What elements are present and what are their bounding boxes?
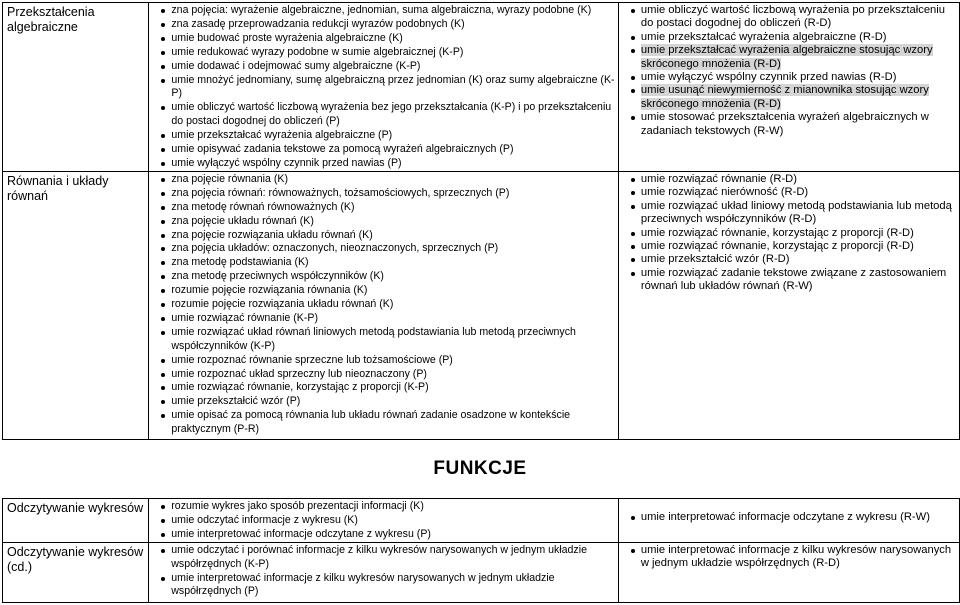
requirement-text: umie rozwiązać zadanie tekstowe związane z zastosowaniem równań lub układów równań (R-W): [640, 266, 947, 293]
requirements-table-functions: [2, 498, 960, 603]
requirement-item: [171, 143, 616, 157]
requirement-item: [641, 173, 957, 186]
requirement-item: [171, 572, 616, 600]
requirement-item: [171, 409, 616, 437]
requirement-item: [641, 71, 957, 84]
requirement-item: [641, 267, 957, 294]
requirement-item: [171, 157, 616, 171]
topic-cell: [3, 542, 149, 602]
extended-requirements-list: [619, 3, 959, 138]
topic-label: Odczytywanie wykresów (cd.): [7, 544, 144, 574]
basic-requirements-list: [149, 172, 618, 437]
requirement-item: [171, 270, 616, 284]
basic-requirements-cell: [149, 3, 619, 172]
requirement-item: [641, 84, 957, 111]
requirement-item: [171, 326, 616, 354]
requirement-item: [171, 60, 616, 74]
requirement-text: umie odczytać i porównać informacje z kilku wykresów narysowanych w jednym układzie współrzędnych (K-P): [171, 543, 587, 570]
requirement-item: [171, 242, 616, 256]
requirement-text: umie usunąć niewymierność z mianownika stosując wzory skróconego mnożenia (R-D): [640, 84, 929, 110]
requirement-item: [641, 44, 957, 71]
table-row: [3, 171, 960, 439]
requirements-table-algebra: [2, 2, 960, 440]
requirement-text: zna metodę przeciwnych współczynników (K): [171, 270, 384, 283]
extended-requirements-cell: [618, 171, 959, 439]
requirement-text: zna pojęcie rozwiązania układu równań (K): [171, 228, 373, 241]
requirement-item: [641, 111, 957, 138]
topic-label: Równania i układy równań: [7, 173, 109, 203]
requirement-item: [641, 186, 957, 199]
requirement-item: [641, 240, 957, 253]
requirement-text: rozumie pojęcie rozwiązania układu równań (K): [171, 298, 394, 311]
requirement-item: [171, 354, 616, 368]
requirement-item: [641, 511, 957, 524]
requirement-item: [171, 284, 616, 298]
requirement-text: umie odczytać informacje z wykresu (K): [171, 513, 358, 526]
requirement-text: umie obliczyć wartość liczbową wyrażenia po przekształceniu do postaci dogodnej do obliczeń (R-D): [640, 4, 945, 30]
section-title: FUNKCJE: [433, 458, 527, 479]
requirement-item: [171, 256, 616, 270]
requirement-text: zna pojęcia: wyrażenie algebraiczne, jednomian, suma algebraiczna, wyrazy podobne (K): [171, 4, 592, 16]
requirement-text: umie rozwiązać równanie, korzystając z proporcji (R-D): [640, 239, 914, 252]
requirement-text: umie redukować wyrazy podobne w sumie algebraicznej (K-P): [171, 45, 464, 58]
topic-cell: [3, 3, 149, 172]
requirement-item: [641, 200, 957, 227]
requirement-item: [641, 4, 957, 31]
requirement-text: umie rozwiązać równanie, korzystając z proporcji (R-D): [640, 226, 914, 239]
requirement-text: umie rozwiązać układ równań liniowych metodą podstawiania lub metodą przeciwnych współczynników (K-P): [171, 325, 576, 352]
requirement-text: umie rozwiązać równanie, korzystając z proporcji (K-P): [171, 381, 429, 394]
topic-cell: [3, 171, 149, 439]
requirement-text: umie interpretować informacje odczytane z wykresu (R-W): [640, 511, 930, 523]
topic-label: Przekształcenia algebraiczne: [7, 5, 95, 34]
requirement-text: zna pojęcia układów: oznaczonych, nieoznaczonych, sprzecznych (P): [171, 242, 499, 255]
table-row: [3, 499, 960, 543]
requirement-text: umie dodawać i odejmować sumy algebraiczne (K-P): [171, 59, 421, 72]
requirement-text: umie stosować przekształcenia wyrażeń algebraicznych w zadaniach tekstowych (R-W): [640, 111, 929, 137]
table-row: [3, 3, 960, 172]
requirement-text: umie mnożyć jednomiany, sumę algebraiczną przez jednomian (K) oraz sumy algebraiczne (K-P): [171, 73, 615, 100]
requirement-text: umie wyłączyć wspólny czynnik przed nawias (P): [171, 156, 402, 169]
requirement-item: [171, 201, 616, 215]
requirement-text: umie rozwiązać układ liniowy metodą podstawiania lub metodą przeciwnych współczynników (R-D): [640, 199, 952, 226]
extended-requirements-cell: [618, 3, 959, 172]
extended-requirements-list: [619, 172, 959, 294]
extended-requirements-list: [619, 543, 959, 571]
topic-cell: [3, 499, 149, 543]
requirement-text: umie rozwiązać równanie (K-P): [171, 311, 318, 324]
requirement-item: [171, 215, 616, 229]
requirement-item: [171, 4, 616, 18]
requirement-item: [641, 31, 957, 44]
requirement-text: umie opisywać zadania tekstowe za pomocą wyrażeń algebraicznych (P): [171, 143, 514, 156]
requirement-item: [171, 46, 616, 60]
requirement-item: [171, 312, 616, 326]
requirement-item: [171, 173, 616, 187]
requirement-text: umie budować proste wyrażenia algebraiczne (K): [171, 31, 403, 44]
requirement-text: zna zasadę przeprowadzania redukcji wyrazów podobnych (K): [171, 17, 465, 30]
basic-requirements-cell: [149, 499, 619, 543]
requirement-text: zna metodę równań równoważnych (K): [171, 200, 355, 213]
topic-label: Odczytywanie wykresów: [7, 501, 144, 515]
requirement-text: umie przekształcić wzór (P): [171, 395, 301, 408]
requirement-item: [171, 381, 616, 395]
requirement-item: [171, 229, 616, 243]
requirement-text: umie interpretować informacje odczytane z wykresu (P): [171, 527, 431, 540]
requirement-item: [171, 528, 616, 542]
requirement-text: umie przekształcać wyrażenia algebraiczne stosując wzory skróconego mnożenia (R-D): [640, 44, 933, 70]
requirement-text: zna metodę podstawiania (K): [171, 256, 309, 269]
requirement-item: [641, 544, 957, 571]
requirement-item: [171, 500, 616, 514]
requirement-text: rozumie pojęcie rozwiązania równania (K): [171, 284, 368, 297]
extended-requirements-list: [619, 499, 959, 524]
requirement-text: umie wyłączyć wspólny czynnik przed nawias (R-D): [640, 71, 897, 84]
requirement-item: [171, 74, 616, 102]
table-row: [3, 542, 960, 602]
requirement-text: zna pojęcie układu równań (K): [171, 214, 314, 227]
requirement-text: zna pojęcie równania (K): [171, 172, 288, 185]
requirement-item: [641, 253, 957, 266]
requirement-item: [171, 101, 616, 129]
requirement-text: umie interpretować informacje z kilku wykresów narysowanych w jednym układzie współrzędnych (P): [171, 571, 555, 598]
extended-requirements-cell: [618, 542, 959, 602]
requirement-item: [171, 18, 616, 32]
requirement-text: umie przekształcać wyrażenia algebraiczne (P): [171, 129, 393, 142]
requirement-text: umie rozwiązać nierówność (R-D): [640, 186, 809, 199]
requirement-item: [171, 544, 616, 572]
requirement-item: [171, 298, 616, 312]
basic-requirements-cell: [149, 542, 619, 602]
basic-requirements-list: [149, 499, 618, 542]
requirement-text: umie obliczyć wartość liczbową wyrażenia bez jego przekształcania (K-P) i po przekształceniu do postaci dogodnej do obliczeń (P): [171, 101, 612, 128]
requirement-text: umie przekształcić wzór (R-D): [640, 253, 790, 266]
requirement-item: [641, 227, 957, 240]
requirement-item: [171, 129, 616, 143]
basic-requirements-list: [149, 543, 618, 600]
requirement-text: zna pojęcia równań: równoważnych, tożsamościowych, sprzecznych (P): [171, 186, 510, 199]
requirement-item: [171, 187, 616, 201]
requirement-item: [171, 368, 616, 382]
requirement-text: umie rozwiązać równanie (R-D): [640, 172, 797, 185]
requirement-text: rozumie wykres jako sposób prezentacji informacji (K): [171, 500, 424, 512]
extended-requirements-cell: [618, 499, 959, 543]
requirement-item: [171, 395, 616, 409]
requirement-item: [171, 514, 616, 528]
requirement-item: [171, 32, 616, 46]
requirement-text: umie interpretować informacje z kilku wykresów narysowanych w jednym układzie współrzędnych (R-D): [640, 543, 952, 570]
requirement-text: umie rozpoznać układ sprzeczny lub nieoznaczony (P): [171, 367, 427, 380]
basic-requirements-cell: [149, 171, 619, 439]
requirement-text: umie przekształcać wyrażenia algebraiczne (R-D): [640, 30, 887, 43]
requirement-text: umie opisać za pomocą równania lub układu równań zadanie osadzone w kontekście praktycznym (P-R): [171, 409, 571, 436]
basic-requirements-list: [149, 3, 618, 171]
requirement-text: umie rozpoznać równanie sprzeczne lub tożsamościowe (P): [171, 353, 453, 366]
